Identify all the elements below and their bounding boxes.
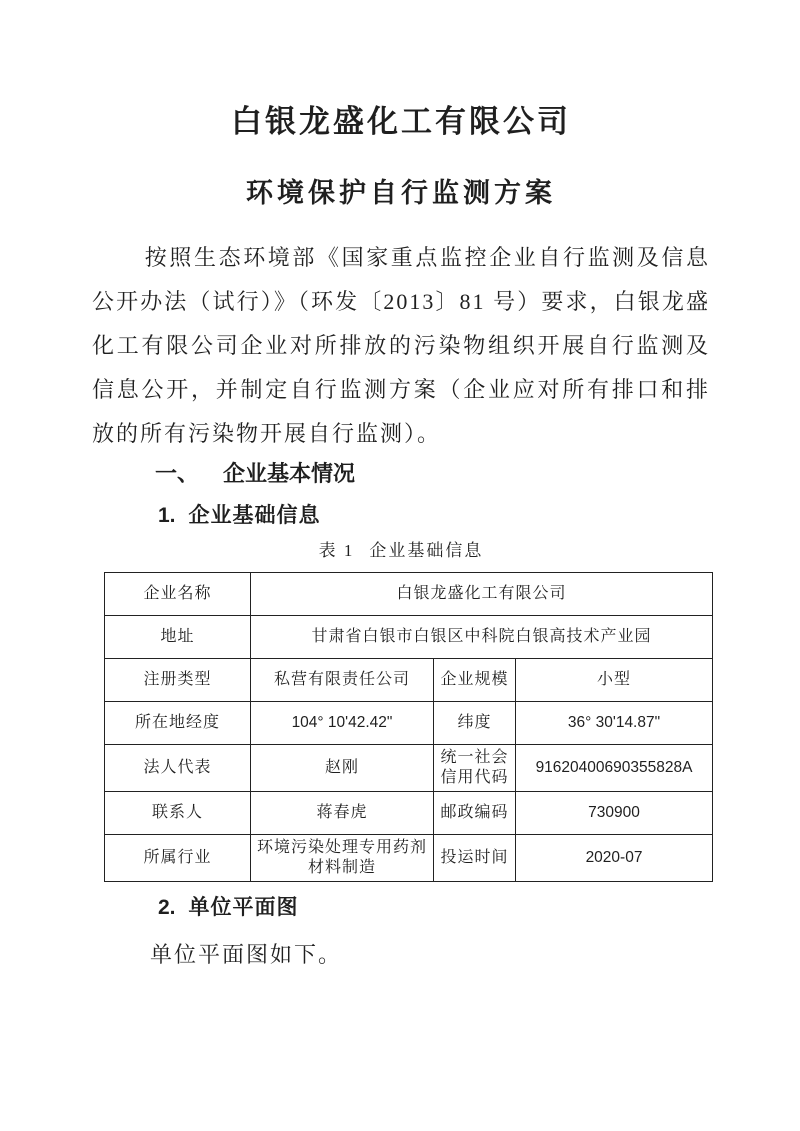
table-caption-label: 表 1 bbox=[318, 541, 355, 560]
subsection-heading-company-basic-info bbox=[158, 500, 710, 531]
enterprise-name-label: 企业名称 bbox=[105, 573, 251, 616]
postal-code-value: 730900 bbox=[516, 792, 713, 835]
document-subtitle: 环境保护自行监测方案 bbox=[246, 178, 556, 208]
section-heading-basic-info bbox=[155, 458, 710, 490]
registration-type-value: 私营有限责任公司 bbox=[251, 659, 434, 702]
subsection-title: 单位平面图 bbox=[188, 895, 299, 919]
enterprise-scale-value: 小型 bbox=[516, 659, 713, 702]
address-label: 地址 bbox=[105, 616, 251, 659]
industry-label: 所属行业 bbox=[105, 835, 251, 882]
credit-code-value: 91620400690355828A bbox=[516, 745, 713, 792]
address-value: 甘肃省白银市白银区中科院白银高技术产业园 bbox=[251, 616, 713, 659]
table-row bbox=[105, 616, 713, 659]
operation-date-value: 2020-07 bbox=[516, 835, 713, 882]
intro-paragraph: 按照生态环境部《国家重点监控企业自行监测及信息公开办法（试行）》（环发〔2013〕81 号）要求，白银龙盛化工有限公司企业对所排放的污染物组织开展自行监测及信息公开，并制定自行监测方案（企业应对所有排口和排放的所有污染物开展自行监测）。 bbox=[92, 245, 710, 446]
latitude-label: 纬度 bbox=[434, 702, 516, 745]
legal-representative-label: 法人代表 bbox=[105, 745, 251, 792]
subsection-heading-site-plan bbox=[158, 892, 710, 923]
postal-code-label: 邮政编码 bbox=[434, 792, 516, 835]
section-title: 企业基本情况 bbox=[223, 461, 356, 486]
document-title: 白银龙盛化工有限公司 bbox=[231, 104, 571, 139]
contact-person-label: 联系人 bbox=[105, 792, 251, 835]
subsection-number: 1. bbox=[158, 504, 176, 527]
industry-value: 环境污染处理专用药剂材料制造 bbox=[251, 835, 434, 882]
credit-code-label: 统一社会信用代码 bbox=[434, 745, 516, 792]
operation-date-label: 投运时间 bbox=[434, 835, 516, 882]
table-caption bbox=[92, 539, 710, 563]
table-row bbox=[105, 835, 713, 882]
contact-person-value: 蒋春虎 bbox=[251, 792, 434, 835]
legal-representative-value: 赵刚 bbox=[251, 745, 434, 792]
subsection-title: 企业基础信息 bbox=[188, 503, 321, 527]
subsection-number: 2. bbox=[158, 896, 176, 919]
table-row bbox=[105, 573, 713, 616]
company-info-table bbox=[104, 572, 713, 882]
table-row bbox=[105, 792, 713, 835]
table-row bbox=[105, 702, 713, 745]
table-row bbox=[105, 659, 713, 702]
longitude-label: 所在地经度 bbox=[105, 702, 251, 745]
registration-type-label: 注册类型 bbox=[105, 659, 251, 702]
table-row bbox=[105, 745, 713, 792]
table-caption-title: 企业基础信息 bbox=[369, 541, 484, 560]
longitude-value: 104° 10'42.42" bbox=[251, 702, 434, 745]
enterprise-name-value: 白银龙盛化工有限公司 bbox=[251, 573, 713, 616]
latitude-value: 36° 30'14.87" bbox=[516, 702, 713, 745]
site-plan-note: 单位平面图如下。 bbox=[150, 942, 343, 967]
section-number: 一、 bbox=[155, 461, 200, 486]
enterprise-scale-label: 企业规模 bbox=[434, 659, 516, 702]
